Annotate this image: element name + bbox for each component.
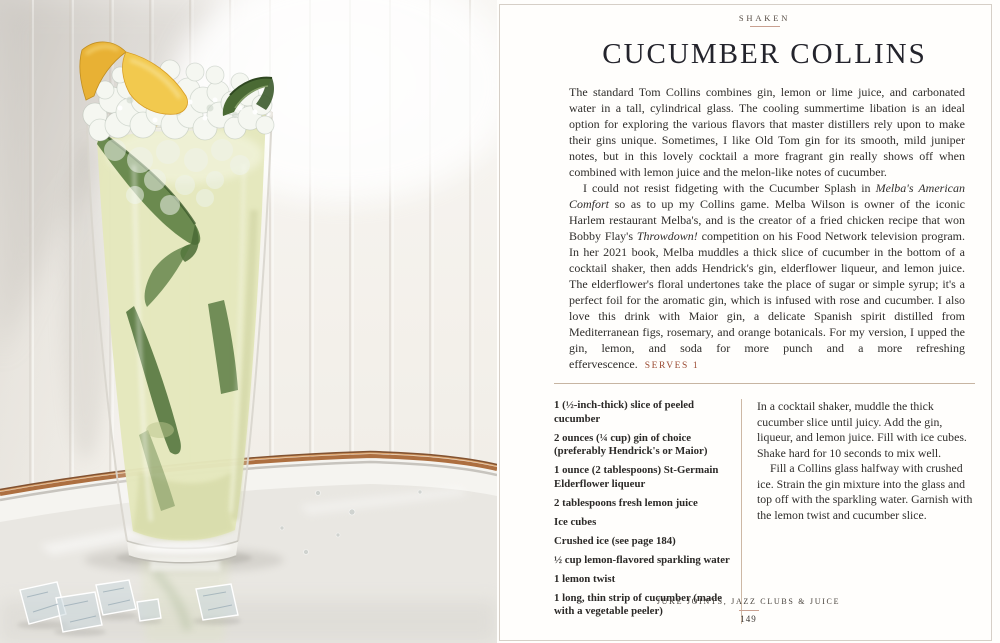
running-footer-title: JUKE JOINTS, JAZZ CLUBS & JUICE — [656, 597, 841, 606]
page-number: 149 — [740, 614, 757, 624]
ingredient-item: 2 tablespoons fresh lemon juice — [554, 496, 698, 509]
intro-paragraph-1: The standard Tom Collins combines gin, lemon or lime juice, and carbonated water in a tall, cylindrical glass. The cooling summertime libation is an ideal option for exploring the various flavors that master distillers rely upon to make their gins unique. Sometimes, I like Old Tom gin for its smooth, mild juniper notes, but in this lovely cocktail a more fragrant gin really shows off when combined with lemon juice and the melon-like notes of cucumber. — [569, 85, 965, 179]
intro-paragraph-2 — [569, 180, 965, 374]
cocktail-photo-art — [0, 0, 497, 643]
ingredient-item: 1 (½-inch-thick) slice of peeled cucumber — [554, 399, 695, 425]
instructions-text — [741, 399, 975, 624]
recipe-section — [554, 399, 975, 624]
recipe-page — [497, 0, 1000, 643]
ingredient-item: 1 lemon twist — [554, 572, 616, 585]
instruction-paragraph-1: In a cocktail shaker, muddle the thick cucumber slice until juicy. Add the gin, liqueur, and lemon juice. Fill with ice cubes. Shake hard for 10 seconds to mix well. — [757, 399, 967, 460]
intro-paragraph-2-text: so as to up my Collins game. Melba Wilson is owner of the iconic Harlem restaurant Melba's, and is the creator of a fried chicken recipe that won Bobby Flay's — [569, 197, 965, 243]
page-content — [497, 0, 1000, 624]
section-label-underline — [750, 26, 780, 27]
intro-paragraph-2-text: competition on his Food Network television program. In her 2021 book, Melba muddles a thick slice of cucumber in the bottom of a cocktail shaker, then adds Hendrick's gin, elderflower liqueur, and lemon juice. The elderflower's floral undertones take the place of sugar or simple syrup; it's a perfect foil for the aromatic gin, which is infused with rose and cucumber. I also love this drink with Maior gin, a delicate Spanish spirit distilled from Mediterranean figs, rosemary, and orange botanicals. For my version, I upped the gin, lemon, and soda for more punch and a more refreshing effervescence. — [569, 229, 965, 371]
ingredient-item: ½ cup lemon-flavored sparkling water — [554, 553, 730, 566]
footer-underline — [739, 610, 759, 611]
ingredients-list — [554, 399, 741, 624]
cocktail-photo — [0, 0, 497, 643]
cited-show-title: Throwdown! — [636, 229, 698, 243]
intro-text — [569, 84, 965, 374]
page-footer — [497, 597, 1000, 624]
instruction-paragraph-2: Fill a Collins glass halfway with crushed ice. Strain the gin mixture into the glass and top off with the sparkling water. Garnish with the lemon twist and cucumber slice. — [757, 461, 973, 522]
ingredient-item: Crushed ice (see page 184) — [554, 534, 676, 547]
ingredient-item: 2 ounces (¼ cup) gin of choice (preferably Hendrick's or Maior) — [554, 431, 708, 457]
serves-label: SERVES 1 — [644, 361, 700, 371]
section-label: SHAKEN — [738, 13, 791, 23]
ingredient-item: Ice cubes — [554, 515, 597, 528]
recipe-divider-rule — [554, 383, 975, 384]
recipe-title: CUCUMBER COLLINS — [602, 38, 927, 70]
intro-paragraph-2-text: I could not resist fidgeting with the Cucumber Splash in — [583, 181, 876, 195]
ingredient-item: 1 ounce (2 tablespoons) St-Germain Elderflower liqueur — [554, 464, 719, 490]
cited-book-title: Melba's American Comfort — [569, 181, 966, 211]
ingredient-item: 1 long, thin strip of cucumber (made with a vegetable peeler) — [554, 591, 723, 617]
